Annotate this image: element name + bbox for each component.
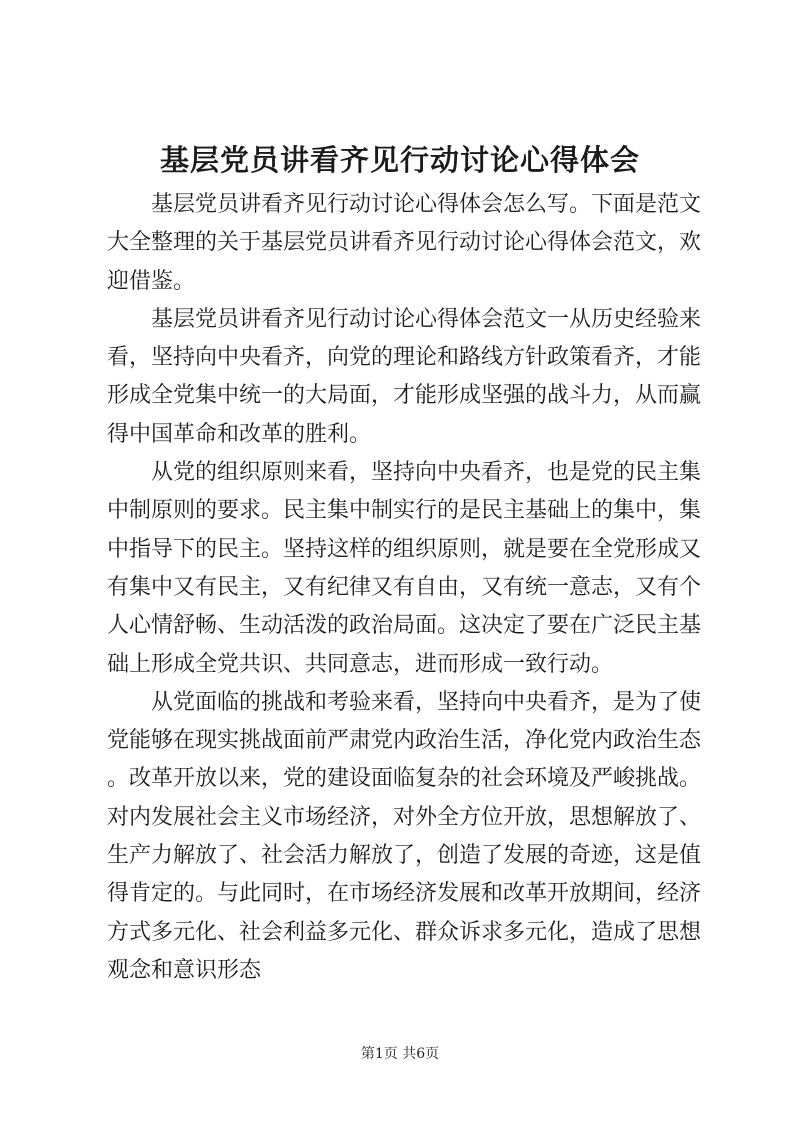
document-body bbox=[107, 186, 701, 990]
paragraph-challenges: 从党面临的挑战和考验来看，坚持向中央看齐，是为了使党能够在现实挑战面前严肃党内政治生活，净化党内政治生态。改革开放以来，党的建设面临复杂的社会环境及严峻挑战。对内发展社会主义市场经济，对外全方位开放，思想解放了、生产力解放了、社会活力解放了，创造了发展的奇迹，这是值得肯定的。与此同时，在市场经济发展和改革开放期间，经济方式多元化、社会利益多元化、群众诉求多元化，造成了思想观念和意识形态 bbox=[107, 689, 702, 983]
paragraph-organization: 从党的组织原则来看，坚持向中央看齐，也是党的民主集中制原则的要求。民主集中制实行的是民主基础上的集中，集中指导下的民主。坚持这样的组织原则，就是要在全党形成又有集中又有民主，又有纪律又有自由，又有统一意志，又有个人心情舒畅、生动活泼的政治局面。这决定了要在广泛民主基础上形成全党共识、共同意志，进而形成一致行动。 bbox=[107, 460, 702, 677]
document-title: 基层党员讲看齐见行动讨论心得体会 bbox=[159, 143, 640, 177]
paragraph-intro: 基层党员讲看齐见行动讨论心得体会怎么写。下面是范文大全整理的关于基层党员讲看齐见行动讨论心得体会范文，欢迎借鉴。 bbox=[107, 192, 702, 294]
paragraph-history: 基层党员讲看齐见行动讨论心得体会范文一从历史经验来看，坚持向中央看齐，向党的理论和路线方针政策看齐，才能形成全党集中统一的大局面，才能形成坚强的战斗力，从而赢得中国革命和改革的胜利。 bbox=[107, 306, 702, 447]
page-number: 第1页 共6页 bbox=[360, 1046, 440, 1062]
